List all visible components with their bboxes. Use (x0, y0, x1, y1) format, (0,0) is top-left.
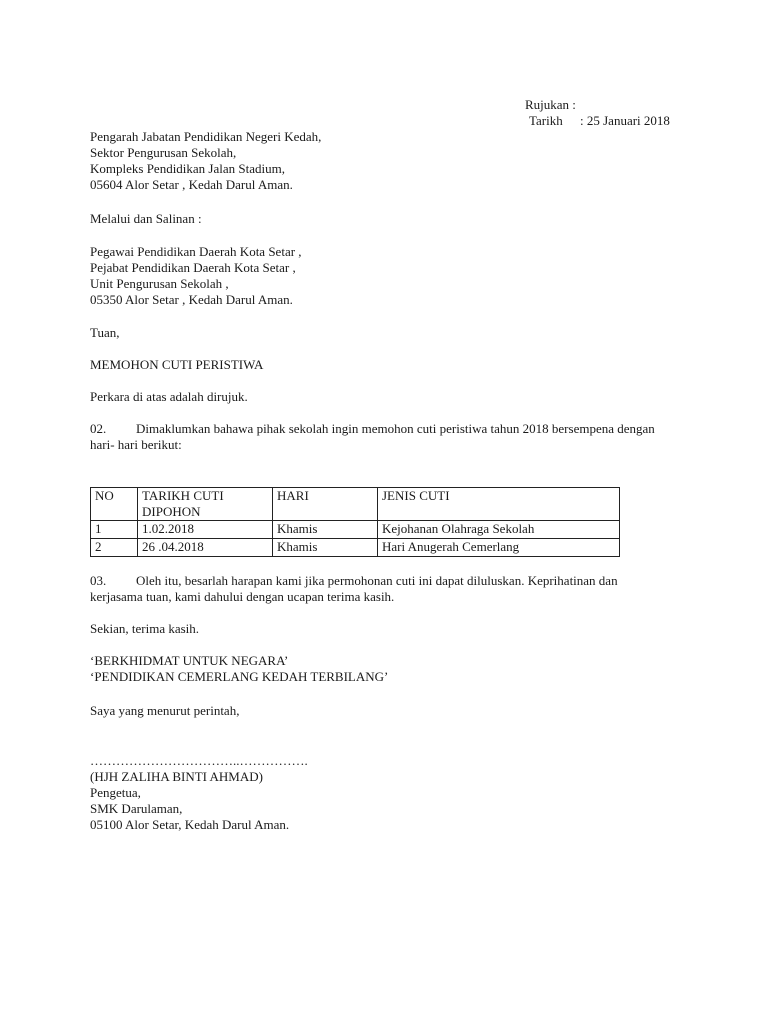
recipient-line: Sektor Pengurusan Sekolah, (90, 145, 237, 160)
table-cell: Khamis (273, 521, 378, 539)
recipient-line: Pengarah Jabatan Pendidikan Negeri Kedah, (90, 129, 322, 144)
salutation: Tuan, (90, 325, 120, 340)
column-header-no: NO (91, 488, 138, 521)
via-label: Melalui dan Salinan : (90, 211, 202, 226)
table-header-row (91, 488, 620, 521)
recipient-line: 05604 Alor Setar , Kedah Darul Aman. (90, 177, 293, 192)
table-cell: Hari Anugerah Cemerlang (378, 539, 620, 557)
reference-label: Rujukan : (525, 97, 576, 112)
recipient-line: Kompleks Pendidikan Jalan Stadium, (90, 161, 285, 176)
via-line: Pejabat Pendidikan Daerah Kota Setar , (90, 260, 296, 275)
paragraph-text: Oleh itu, besarlah harapan kami jika permohonan cuti ini dapat diluluskan. Keprihatinan dan kerjasama tuan, kami dahului dengan ucapan terima kasih. (90, 573, 618, 604)
paragraph-intro: Perkara di atas adalah dirujuk. (90, 389, 248, 404)
table-cell: 26 .04.2018 (138, 539, 273, 557)
paragraph-02 (90, 421, 660, 453)
via-line: Pegawai Pendidikan Daerah Kota Setar , (90, 244, 302, 259)
table-row (91, 539, 620, 557)
complimentary-close: Saya yang menurut perintah, (90, 703, 240, 718)
leave-table (90, 487, 620, 557)
table-cell: 2 (91, 539, 138, 557)
table-row (91, 521, 620, 539)
via-line: Unit Pengurusan Sekolah , (90, 276, 229, 291)
signatory-school: SMK Darulaman, (90, 801, 183, 816)
table-cell: Kejohanan Olahraga Sekolah (378, 521, 620, 539)
signatory-title: Pengetua, (90, 785, 141, 800)
paragraph-number: 03. (90, 573, 107, 588)
signatory-address: 05100 Alor Setar, Kedah Darul Aman. (90, 817, 290, 832)
closing-line: Sekian, terima kasih. (90, 621, 200, 636)
subject-line: MEMOHON CUTI PERISTIWA (90, 357, 264, 372)
column-header-type: JENIS CUTI (378, 488, 620, 521)
table-cell: Khamis (273, 539, 378, 557)
table-cell: 1.02.2018 (138, 521, 273, 539)
column-header-day: HARI (273, 488, 378, 521)
motto-line: ‘PENDIDIKAN CEMERLANG KEDAH TERBILANG’ (90, 669, 389, 684)
date-value: : 25 Januari 2018 (580, 113, 670, 128)
via-line: 05350 Alor Setar , Kedah Darul Aman. (90, 292, 293, 307)
paragraph-number: 02. (90, 421, 107, 436)
motto-line: ‘BERKHIDMAT UNTUK NEGARA’ (90, 653, 289, 668)
signatory-name: (HJH ZALIHA BINTI AHMAD) (90, 769, 263, 784)
signature-line: ……………………………..……………. (90, 753, 308, 768)
column-header-date: TARIKH CUTI DIPOHON (138, 488, 273, 521)
paragraph-text: Dimaklumkan bahawa pihak sekolah ingin memohon cuti peristiwa tahun 2018 bersempena dengan hari- hari berikut: (90, 421, 655, 452)
table-cell: 1 (91, 521, 138, 539)
paragraph-03 (90, 573, 660, 605)
date-label: Tarikh (529, 113, 563, 128)
